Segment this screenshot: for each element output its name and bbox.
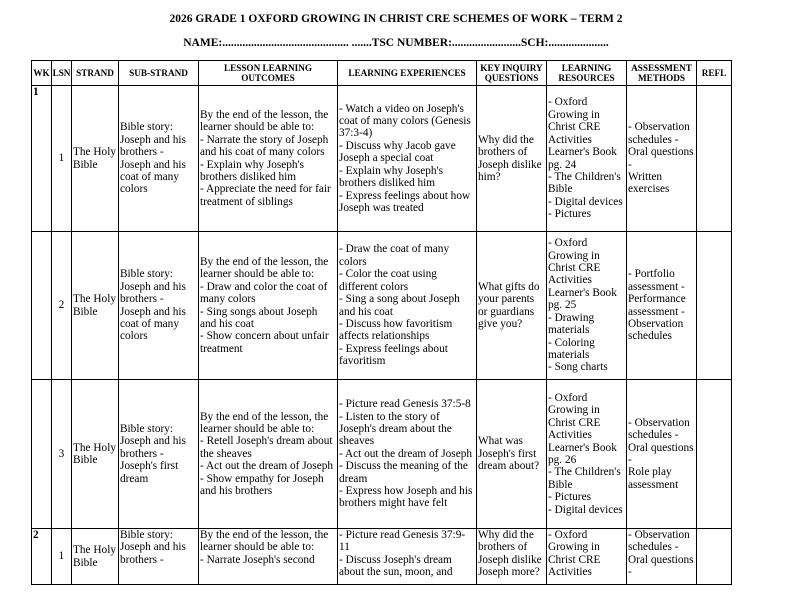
strand-cell: The Holy Bible [72, 86, 119, 232]
week-cell [32, 232, 52, 380]
outcomes-cell [199, 86, 338, 232]
reflection-cell[interactable] [697, 86, 732, 232]
assessment-line: Role play assessment [628, 466, 679, 491]
assessment-cell [627, 529, 697, 585]
strand-cell: The Holy Bible [72, 232, 119, 380]
inquiry-question-cell: Why did the brothers of Joseph dislike him? [477, 86, 547, 232]
lesson-cell: 1 [52, 86, 72, 232]
reflection-cell[interactable] [697, 380, 732, 529]
assessment-cell [627, 86, 697, 232]
inquiry-question-cell: What was Joseph's first dream about? [477, 380, 547, 529]
experience-line: - Color the coat using different colors [339, 268, 440, 293]
outcome-line: - Explain why Joseph's brothers disliked him [200, 158, 307, 183]
experience-line: - Watch a video on Joseph's coat of many colors (Genesis 37:3-4) [339, 102, 474, 140]
experience-line: - Sing a song about Joseph and his coat [339, 293, 463, 318]
experience-line: - Discuss how favoritism affects relationships [339, 317, 456, 343]
sub-strand-cell: Bible story: Joseph and his brothers - [119, 529, 199, 585]
resource-line: - Oxford Growing in Christ CRE Activities Learner's Book pg. 24 [548, 96, 620, 171]
experience-line: - Picture read Genesis 37:5-8 [339, 398, 471, 411]
sub-strand-cell: Bible story: Joseph and his brothers - Joseph and his coat of many colors [119, 86, 199, 232]
col-header-resources: LEARNING RESOURCES [547, 61, 627, 86]
assessment-line: - Observation schedules - [628, 416, 693, 442]
outcome-line: - Act out the dream of Joseph [200, 460, 334, 473]
outcome-line: - Narrate Joseph's second [200, 553, 315, 566]
assessment-line: Oral questions - [628, 441, 697, 466]
experience-line: - Listen to the story of Joseph's dream about the sheaves [339, 410, 455, 448]
reflection-cell[interactable] [697, 529, 732, 585]
col-header-questions: KEY INQUIRY QUESTIONS [477, 61, 547, 86]
teacher-details-line: NAME:............................................ .......TSC NUMBER:........................SCH:..................... [183, 37, 609, 49]
resource-line: - Oxford Growing in Christ CRE Activities [548, 529, 603, 579]
outcome-line: - Show concern about unfair treatment [200, 330, 332, 355]
resource-line: - The Children's Bible [548, 170, 624, 196]
sub-strand-cell: Bible story: Joseph and his brothers - Joseph's first dream [119, 380, 199, 529]
lesson-cell: 1 [52, 529, 72, 585]
outcomes-cell [199, 529, 338, 585]
resource-line: - Drawing materials [548, 311, 597, 337]
experience-line: - Discuss the meaning of the dream [339, 460, 471, 485]
resources-cell [547, 380, 627, 529]
experience-line: - Picture read Genesis 37:9-11 [339, 529, 466, 554]
outcome-line: - Show empathy for Joseph and his brothers [200, 472, 327, 498]
col-header-refl: REFL [697, 61, 732, 86]
resources-cell [547, 529, 627, 585]
outcome-line: By the end of the lesson, the learner should be able to: [200, 255, 332, 281]
col-header-assessment: ASSESSMENT METHODS [627, 61, 697, 86]
assessment-line: - Portfolio assessment - [628, 268, 685, 293]
table-row [32, 86, 732, 232]
resources-cell [547, 86, 627, 232]
scheme-of-work-table [31, 60, 732, 585]
col-header-outcomes: LESSON LEARNING OUTCOMES [199, 61, 338, 86]
resource-line: - Coloring materials [548, 336, 598, 361]
strand-cell: The Holy Bible [72, 380, 119, 529]
experience-line: - Express feelings about favoritism [339, 342, 451, 368]
lesson-cell: 3 [52, 380, 72, 529]
document-title: 2026 GRADE 1 OXFORD GROWING IN CHRIST CRE SCHEMES OF WORK – TERM 2 [169, 13, 623, 25]
week-cell [32, 380, 52, 529]
experiences-cell [338, 380, 477, 529]
assessment-line: - Observation schedules - [628, 529, 693, 554]
table-row [32, 380, 732, 529]
resource-line: - Pictures [548, 491, 591, 504]
col-header-lsn: LSN [52, 61, 72, 86]
col-header-sub-strand: SUB-STRAND [119, 61, 199, 86]
outcome-line: - Draw and color the coat of many colors [200, 280, 331, 306]
assessment-line: Oral questions - [628, 553, 697, 579]
experiences-cell [338, 232, 477, 380]
experience-line: - Explain why Joseph's brothers disliked him [339, 164, 446, 190]
experience-line: - Discuss why Jacob gave Joseph a special coat [339, 139, 459, 165]
outcome-line: - Narrate the story of Joseph and his coat of many colors [200, 133, 332, 159]
resource-line: - Oxford Growing in Christ CRE Activities Learner's Book pg. 25 [548, 237, 620, 312]
experience-line: - Express feelings about how Joseph was treated [339, 189, 473, 214]
col-header-wk: WK [32, 61, 52, 86]
experience-line: - Discuss Joseph's dream about the sun, moon, and [339, 553, 455, 579]
reflection-cell[interactable] [697, 232, 732, 380]
resource-line: - The Children's Bible [548, 466, 624, 491]
week-cell: 2 [32, 529, 52, 585]
table-row [32, 232, 732, 380]
experience-line: - Draw the coat of many colors [339, 243, 452, 268]
assessment-line: Written exercises [628, 170, 670, 196]
assessment-cell [627, 380, 697, 529]
resource-line: - Digital devices [548, 503, 623, 516]
strand-cell: The Holy Bible [72, 529, 119, 585]
week-cell: 1 [32, 86, 52, 232]
table-header-row [32, 61, 732, 86]
outcome-line: By the end of the lesson, the learner should be able to: [200, 410, 332, 435]
resource-line: - Song charts [548, 361, 608, 374]
experiences-cell [338, 529, 477, 585]
inquiry-question-cell: What gifts do your parents or guardians give you? [477, 232, 547, 380]
table-row [32, 529, 732, 585]
outcome-line: By the end of the lesson, the learner should be able to: [200, 529, 332, 554]
col-header-strand: STRAND [72, 61, 119, 86]
outcomes-cell [199, 232, 338, 380]
resource-line: - Digital devices [548, 195, 623, 208]
outcome-line: - Retell Joseph's dream about the sheaves [200, 435, 336, 460]
experiences-cell [338, 86, 477, 232]
assessment-line: Performance assessment - [628, 293, 689, 318]
lesson-cell: 2 [52, 232, 72, 380]
outcome-line: By the end of the lesson, the learner should be able to: [200, 108, 332, 134]
assessment-line: Observation schedules [628, 317, 687, 343]
assessment-line: - Observation schedules - [628, 121, 693, 146]
resources-cell [547, 232, 627, 380]
inquiry-question-cell: Why did the brothers of Joseph dislike Joseph more? [477, 529, 547, 585]
experience-line: - Act out the dream of Joseph [339, 447, 473, 460]
resource-line: - Oxford Growing in Christ CRE Activities Learner's Book pg. 26 [548, 391, 620, 466]
outcome-line: - Sing songs about Joseph and his coat [200, 305, 321, 330]
assessment-line: Oral questions - [628, 146, 697, 171]
assessment-cell [627, 232, 697, 380]
sub-strand-cell: Bible story: Joseph and his brothers - Joseph and his coat of many colors [119, 232, 199, 380]
outcome-line: - Appreciate the need for fair treatment of siblings [200, 183, 334, 208]
resource-line: - Pictures [548, 208, 591, 221]
experience-line: - Express how Joseph and his brothers might have felt [339, 485, 476, 510]
outcomes-cell [199, 380, 338, 529]
col-header-experiences: LEARNING EXPERIENCES [338, 61, 477, 86]
